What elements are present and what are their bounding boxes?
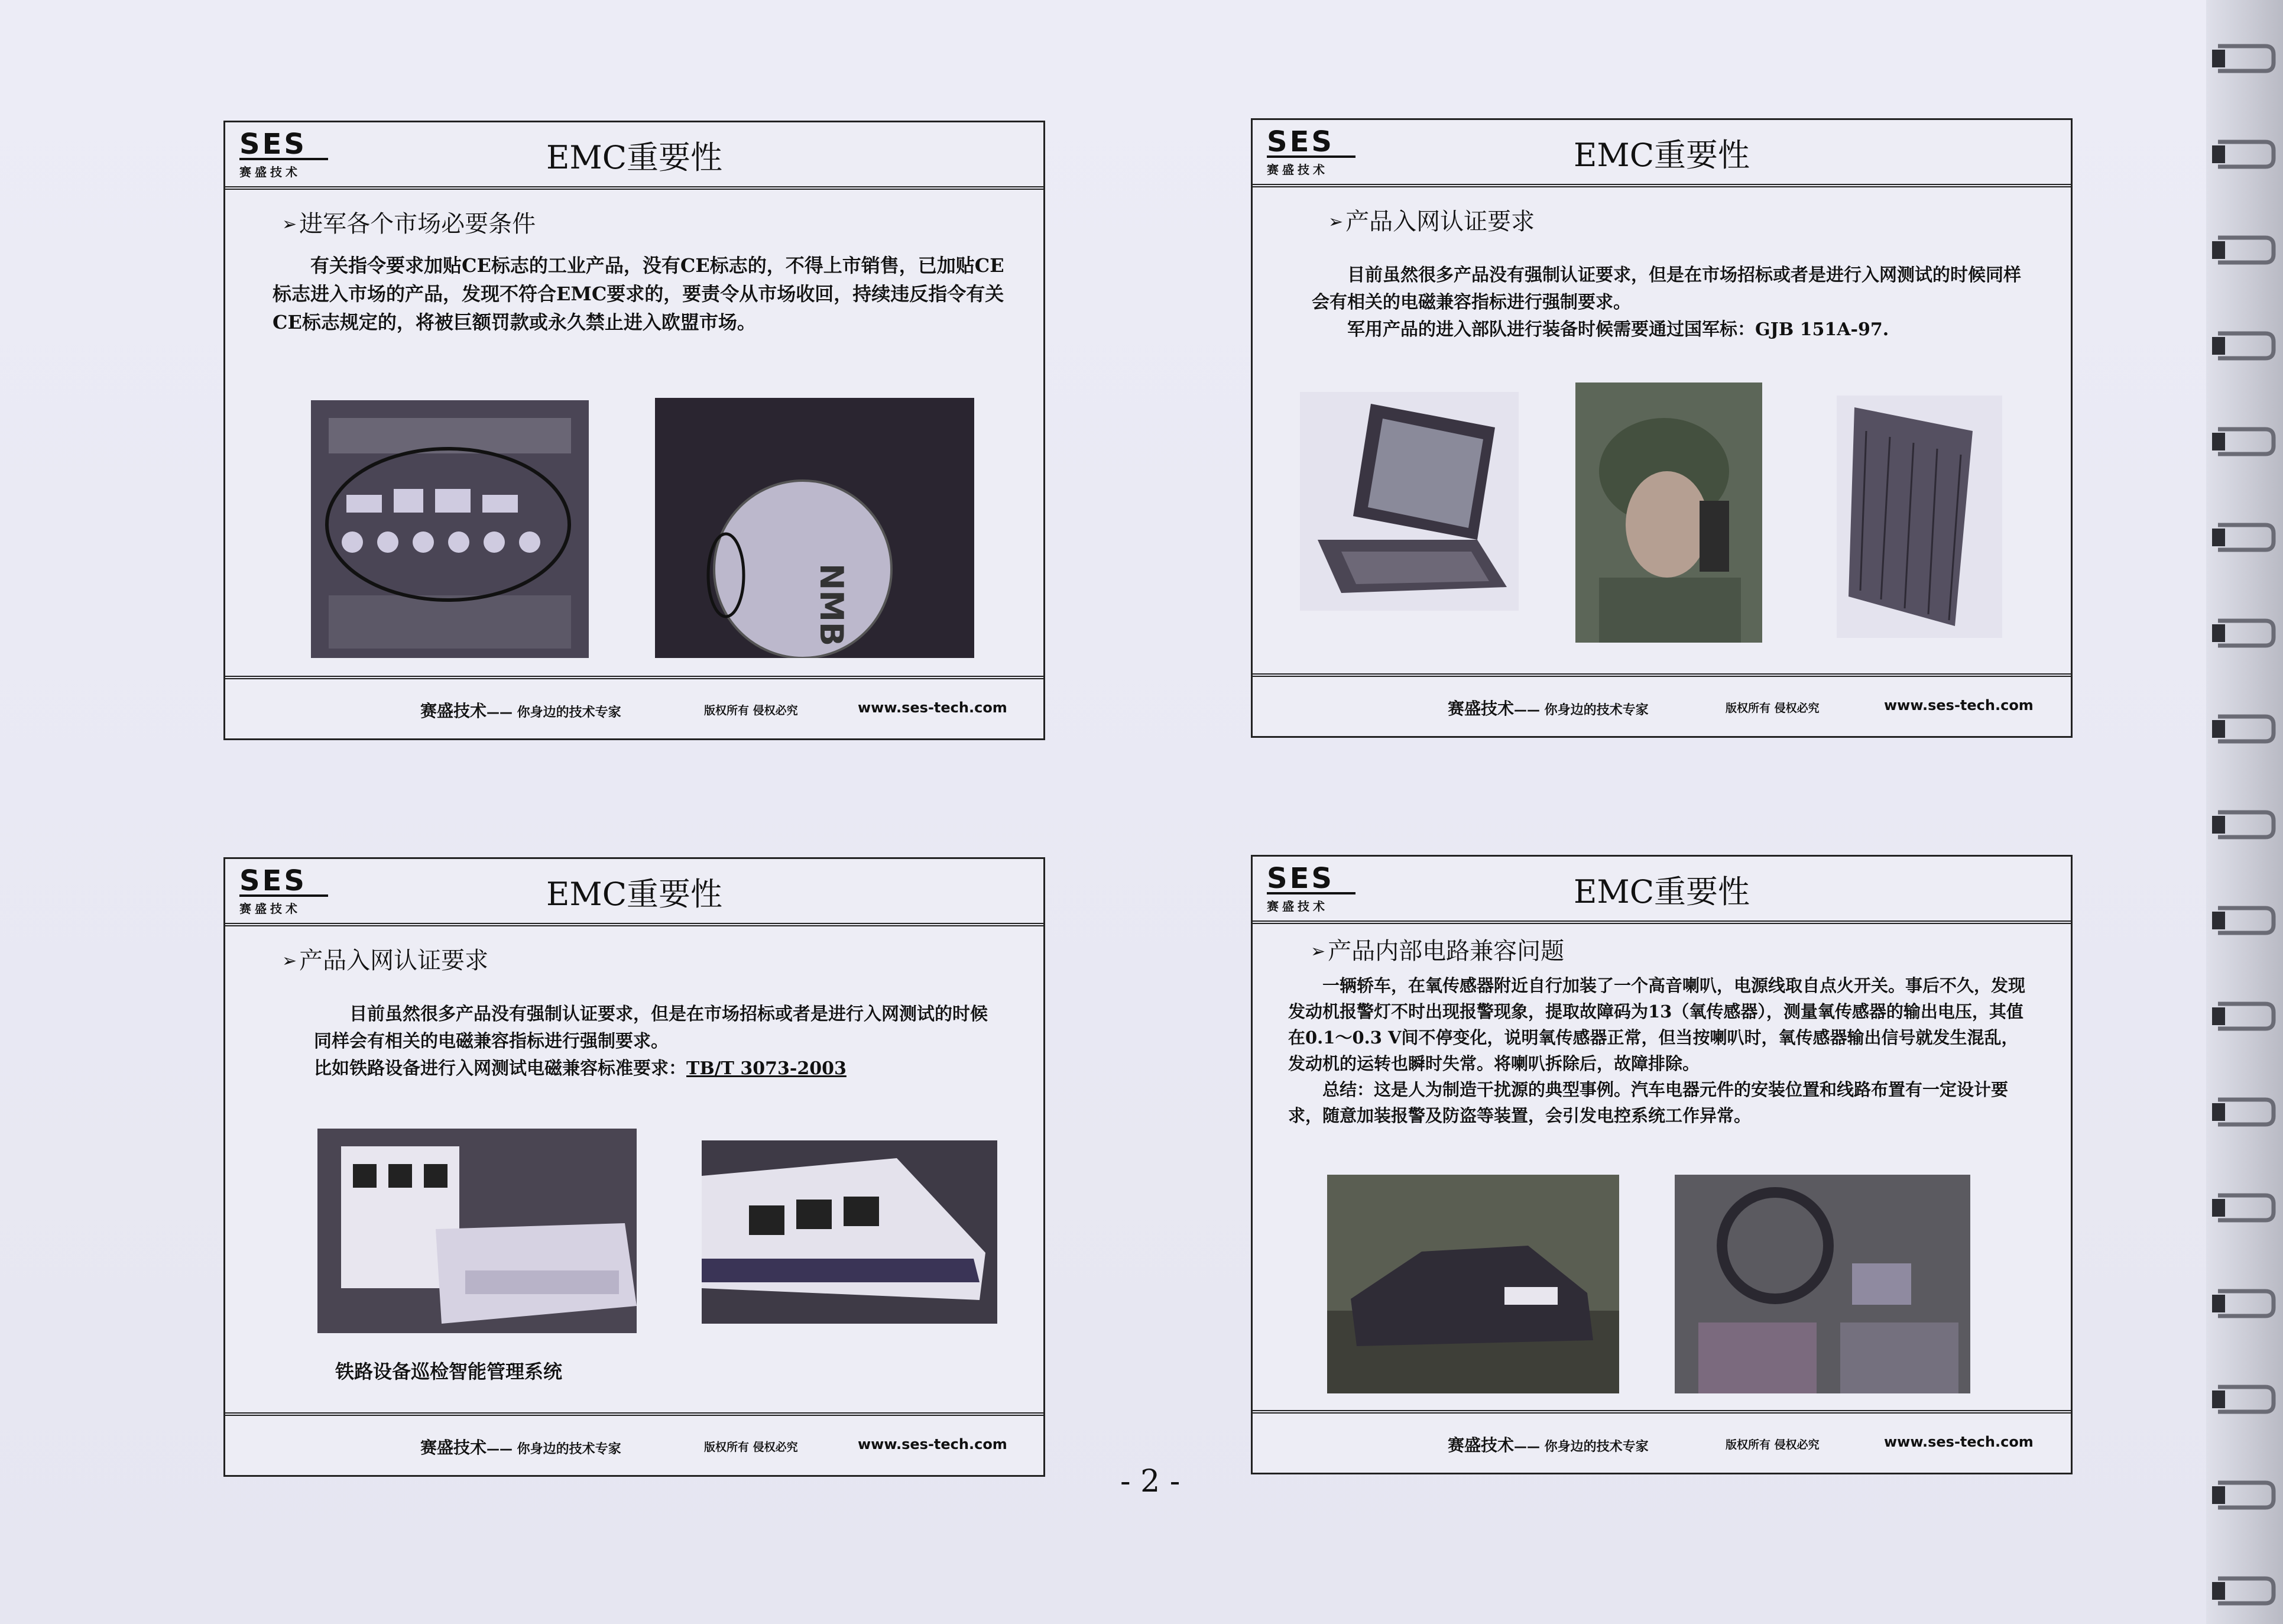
spiral-binding xyxy=(2206,0,2283,1624)
logo-name: 赛盛技术 xyxy=(1267,163,1328,177)
binding-ring xyxy=(2212,1574,2277,1608)
binding-ring xyxy=(2212,1478,2277,1512)
slide-title: EMC重要性 xyxy=(546,876,723,913)
body-paragraph: 有关指令要求加贴CE标志的工业产品，没有CE标志的，不得上市销售，已加贴CE标志进入市场的产品，发现不符合EMC要求的，要责令从市场收回，持续违反指令有关CE标志规定的，将被巨额罚款或永久禁止进入欧盟市场。 xyxy=(273,254,1004,333)
standard-reference: TB/T 3073-2003 xyxy=(686,1058,847,1079)
footer-url: www.ses-tech.com xyxy=(858,699,1007,716)
body-paragraph: 一辆轿车，在氧传感器附近自行加装了一个高音喇叭，电源线取自点火开关。事后不久，发现发动机报警灯不时出现报警现象，提取故障码为13（氧传感器），测量氧传感器的输出电压，其值在0.1～0.3 V间不停变化，说明氧传感器正常，但当按喇叭时，氧传感器输出信号就发生混乱，发动机的运转也瞬时失常。将喇叭拆除后，故障排除。 xyxy=(1288,975,2026,1074)
footer-rights: 版权所有 侵权必究 xyxy=(1726,1438,1820,1451)
slide-footer xyxy=(1253,673,2071,736)
svg-text:NMB: NMB xyxy=(813,563,850,647)
slide-internal-circuit-compatibility xyxy=(1251,855,2073,1474)
slide-title: EMC重要性 xyxy=(1573,873,1750,910)
binding-ring xyxy=(2212,903,2277,938)
slide-body xyxy=(1288,973,2035,1129)
logo-mark: SES xyxy=(1267,865,1355,894)
bullet-arrow-icon: ➢ xyxy=(1311,941,1326,962)
slide-network-access-military xyxy=(1251,118,2073,738)
page-number: - 2 - xyxy=(1120,1464,1181,1499)
slide-network-access-railway xyxy=(223,857,1045,1477)
car-interior-photo xyxy=(1675,1175,1970,1393)
slide-footer xyxy=(1253,1410,2071,1473)
binding-ring xyxy=(2212,520,2277,555)
slide-title: EMC重要性 xyxy=(546,139,723,176)
nmb-fan-ce-mark-photo xyxy=(655,398,974,658)
footer-brand: 赛盛技术—— 你身边的技术专家 xyxy=(420,1438,621,1457)
binding-ring xyxy=(2212,1382,2277,1416)
slide-ce-market xyxy=(223,121,1045,740)
slide-body xyxy=(273,251,1008,336)
slide-header xyxy=(225,122,1043,190)
logo-mark: SES xyxy=(1267,128,1355,158)
slide-bullet: ➢ 进军各个市场必要条件 xyxy=(282,210,536,238)
bullet-arrow-icon: ➢ xyxy=(282,214,297,235)
railway-inspection-device-photo xyxy=(317,1129,637,1333)
body-paragraph-standard: 比如铁路设备进行入网测试电磁兼容标准要求：TB/T 3073-2003 xyxy=(314,1058,847,1079)
logo-name: 赛盛技术 xyxy=(239,165,301,179)
binding-ring xyxy=(2212,712,2277,746)
logo-name: 赛盛技术 xyxy=(1267,899,1328,913)
bullet-arrow-icon: ➢ xyxy=(1328,212,1344,232)
logo-mark: SES xyxy=(239,867,328,897)
binding-ring xyxy=(2212,999,2277,1033)
footer-rights: 版权所有 侵权必究 xyxy=(704,704,798,717)
slide-footer xyxy=(225,1412,1043,1475)
footer-brand: 赛盛技术—— 你身边的技术专家 xyxy=(1448,1435,1649,1455)
slide-footer xyxy=(225,676,1043,738)
ce-certification-label-photo xyxy=(311,400,589,658)
binding-ring xyxy=(2212,41,2277,76)
binding-ring xyxy=(2212,1191,2277,1225)
rugged-laptop-photo xyxy=(1300,392,1519,611)
slide-title: EMC重要性 xyxy=(1573,137,1750,174)
body-paragraph: 总结：这是人为制造干扰源的典型事例。汽车电器元件的安装位置和线路布置有一定设计要求，随意加装报警及防盗等装置，会引发电控系统工作异常。 xyxy=(1288,1080,2009,1126)
body-paragraph: 目前虽然很多产品没有强制认证要求，但是在市场招标或者是进行入网测试的时候同样会有相关的电磁兼容指标进行强制要求。 xyxy=(1312,265,2021,313)
body-paragraph: 军用产品的进入部队进行装备时候需要通过国军标：GJB 151A-97. xyxy=(1347,319,1889,340)
slide-bullet: ➢ 产品入网认证要求 xyxy=(1328,208,1535,235)
slide-body xyxy=(1312,262,2035,343)
slide-bullet: ➢ 产品内部电路兼容问题 xyxy=(1311,938,1565,965)
footer-brand: 赛盛技术—— 你身边的技术专家 xyxy=(420,701,621,721)
binding-ring xyxy=(2212,616,2277,650)
sports-car-photo xyxy=(1327,1175,1619,1393)
binding-ring xyxy=(2212,808,2277,842)
bullet-arrow-icon: ➢ xyxy=(282,951,297,971)
binding-ring xyxy=(2212,424,2277,459)
binding-ring xyxy=(2212,233,2277,267)
footer-url: www.ses-tech.com xyxy=(858,1436,1007,1453)
logo-name: 赛盛技术 xyxy=(239,902,301,916)
logo-mark: SES xyxy=(239,131,328,160)
slide-header xyxy=(1253,120,2071,187)
slide-bullet: ➢ 产品入网认证要求 xyxy=(282,947,489,974)
body-paragraph: 目前虽然很多产品没有强制认证要求，但是在市场招标或者是进行入网测试的时候同样会有相关的电磁兼容指标进行强制要求。 xyxy=(314,1004,988,1052)
train-photo xyxy=(702,1140,997,1324)
binding-ring xyxy=(2212,329,2277,363)
footer-rights: 版权所有 侵权必究 xyxy=(704,1441,798,1454)
footer-url: www.ses-tech.com xyxy=(1884,697,2034,714)
soldier-radio-photo xyxy=(1575,383,1762,643)
binding-ring xyxy=(2212,1095,2277,1129)
slide-body xyxy=(314,1001,996,1082)
binding-ring xyxy=(2212,137,2277,171)
military-antenna-photo xyxy=(1837,396,2002,638)
photo-caption: 铁路设备巡检智能管理系统 xyxy=(335,1360,563,1383)
slide-header xyxy=(1253,857,2071,924)
footer-brand: 赛盛技术—— 你身边的技术专家 xyxy=(1448,699,1649,718)
footer-rights: 版权所有 侵权必究 xyxy=(1726,702,1820,715)
slide-header xyxy=(225,859,1043,926)
footer-url: www.ses-tech.com xyxy=(1884,1434,2034,1450)
binding-ring xyxy=(2212,1286,2277,1321)
